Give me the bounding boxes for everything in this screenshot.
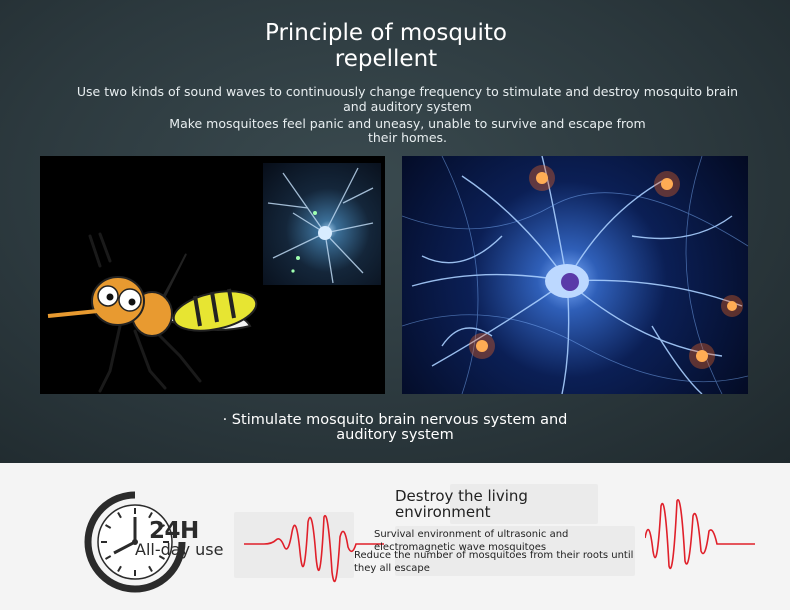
- description-line2: and auditory system: [343, 99, 472, 114]
- survival-text-line2: electromagnetic wave mosquitoes: [374, 542, 547, 553]
- mosquito-cartoon: [40, 156, 385, 394]
- section-title-line1: Principle of mosquito: [265, 20, 507, 46]
- survival-text-line1: Survival environment of ultrasonic and: [374, 529, 569, 540]
- 24h-badge: 24H: [149, 518, 199, 544]
- mosquito-illustration: [40, 156, 385, 394]
- sound-wave-icon: [645, 496, 755, 576]
- destroy-title-line1: Destroy the living: [395, 487, 528, 505]
- neuron-network-image: [402, 156, 748, 394]
- description-line4: their homes.: [367, 130, 448, 145]
- description-line1: Use two kinds of sound waves to continuously change frequency to stimulate and destroy mosquito brain: [76, 84, 739, 99]
- section-title-line2: repellent: [334, 46, 438, 72]
- all-day-use-label: All-day use: [135, 540, 224, 559]
- caption-line1: · Stimulate mosquito brain nervous system and: [222, 412, 568, 428]
- reduce-text-line2: they all escape: [354, 563, 430, 574]
- reduce-text-line1: Reduce the number of mosquitoes from their roots until: [354, 550, 634, 561]
- description-line3: Make mosquitoes feel panic and uneasy, unable to survive and escape from: [169, 116, 646, 131]
- caption-line2: auditory system: [336, 427, 454, 443]
- destroy-title-line2: environment: [395, 503, 491, 521]
